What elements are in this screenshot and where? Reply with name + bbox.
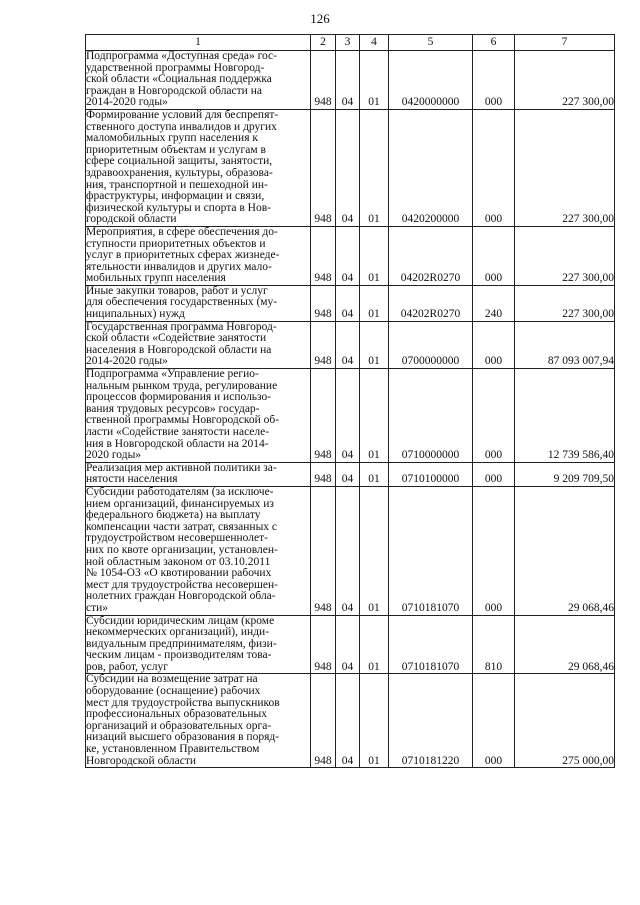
description-line: здравоохранения, культуры, образова- (86, 167, 273, 179)
description-line: ской области «Социальная поддержка (86, 74, 272, 86)
description-line: ке, установленном Правительством (86, 744, 260, 756)
description-line: Новгородской области (86, 755, 197, 767)
description-line: нятости населения (86, 474, 178, 486)
amount: 29 068,46 (515, 486, 615, 615)
description-line: физической культуры и спорта в Нов- (86, 202, 271, 214)
column-header: 2 (311, 35, 336, 51)
expense-type-code: 000 (473, 321, 515, 368)
description-line: Формирование условий для беспрепят- (86, 109, 279, 121)
table-row (86, 462, 615, 486)
description-line: Подпрограмма «Доступная среда» гос- (86, 51, 277, 62)
description-line: ния в Новгородской области на 2014- (86, 438, 269, 450)
ministry-code: 948 (311, 321, 336, 368)
row-description (86, 285, 311, 321)
description-line: низаций высшего образования в поряд- (86, 732, 280, 744)
subsection-code: 01 (360, 674, 389, 768)
row-description (86, 369, 311, 463)
target-article-code: 04202R0270 (389, 285, 473, 321)
section-code: 04 (336, 321, 360, 368)
table-row (86, 486, 615, 615)
description-line: услуг в приоритетных сферах жизнеде- (86, 250, 280, 262)
description-line: граждан в Новгородской области на (86, 85, 262, 97)
subsection-code: 01 (360, 462, 389, 486)
table-row (86, 226, 615, 285)
description-line: населения в Новгородской области на (86, 344, 272, 356)
ministry-code: 948 (311, 226, 336, 285)
description-line: ласти «Содействие занятости населе- (86, 427, 270, 438)
column-header: 4 (360, 35, 389, 51)
expense-type-code: 000 (473, 226, 515, 285)
description-line: некоммерческих организаций), инди- (86, 627, 270, 639)
description-line: ской области «Содействие занятости (86, 333, 267, 345)
description-line: мест для трудоустройства выпускников (86, 697, 280, 709)
row-description (86, 674, 311, 768)
target-article-code: 0420000000 (389, 51, 473, 110)
column-header: 6 (473, 35, 515, 51)
target-article-code: 0710100000 (389, 462, 473, 486)
target-article-code: 0420200000 (389, 109, 473, 226)
description-line: вания трудовых ресурсов» государ- (86, 403, 260, 415)
ministry-code: 948 (311, 109, 336, 226)
section-code: 04 (336, 615, 360, 674)
description-line: маломобильных групп населения к (86, 133, 258, 145)
column-header: 1 (86, 35, 311, 51)
table-row (86, 51, 615, 110)
row-description (86, 462, 311, 486)
row-description (86, 615, 311, 674)
amount: 12 739 586,40 (515, 369, 615, 463)
section-code: 04 (336, 109, 360, 226)
row-description (86, 51, 311, 110)
ministry-code: 948 (311, 51, 336, 110)
description-line: оборудование (оснащение) рабочих (86, 686, 261, 698)
ministry-code: 948 (311, 486, 336, 615)
target-article-code: 0710181070 (389, 486, 473, 615)
description-line: ния, транспортной и пешеходной ин- (86, 179, 268, 191)
target-article-code: 0710181220 (389, 674, 473, 768)
row-description (86, 321, 311, 368)
column-header: 5 (389, 35, 473, 51)
description-line: фраструктуры, информации и связи, (86, 191, 265, 203)
description-line: мобильных групп населения (86, 273, 226, 285)
subsection-code: 01 (360, 51, 389, 110)
amount: 275 000,00 (515, 674, 615, 768)
ministry-code: 948 (311, 369, 336, 463)
table-row (86, 109, 615, 226)
description-line: ственной программы Новгородской об- (86, 415, 280, 427)
description-line: ной областным законом от 03.10.2011 (86, 556, 271, 568)
budget-table (85, 34, 615, 768)
expense-type-code: 810 (473, 615, 515, 674)
section-code: 04 (336, 51, 360, 110)
expense-type-code: 240 (473, 285, 515, 321)
target-article-code: 0700000000 (389, 321, 473, 368)
ministry-code: 948 (311, 674, 336, 768)
expense-type-code: 000 (473, 109, 515, 226)
subsection-code: 01 (360, 109, 389, 226)
amount: 29 068,46 (515, 615, 615, 674)
expense-type-code: 000 (473, 462, 515, 486)
amount: 227 300,00 (515, 109, 615, 226)
expense-type-code: 000 (473, 369, 515, 463)
description-line: ственного доступа инвалидов и других (86, 121, 277, 133)
description-line: сфере социальной защиты, занятости, (86, 156, 273, 168)
subsection-code: 01 (360, 369, 389, 463)
section-code: 04 (336, 462, 360, 486)
expense-type-code: 000 (473, 486, 515, 615)
description-line: нолетних граждан Новгородской обла- (86, 591, 276, 603)
row-description (86, 226, 311, 285)
table-row (86, 321, 615, 368)
description-line: приоритетным объектам и услугам в (86, 144, 266, 156)
subsection-code: 01 (360, 486, 389, 615)
amount: 227 300,00 (515, 285, 615, 321)
ministry-code: 948 (311, 285, 336, 321)
amount: 227 300,00 (515, 51, 615, 110)
description-line: нием организаций, финансируемых из (86, 498, 274, 510)
description-line: Реализация мер активной политики за- (86, 462, 277, 474)
description-line: городской области (86, 214, 177, 226)
table-header-row (86, 35, 615, 51)
description-line: профессиональных образовательных (86, 709, 267, 721)
ministry-code: 948 (311, 615, 336, 674)
description-line: них по квоте организации, установлен- (86, 544, 278, 556)
table-row (86, 285, 615, 321)
description-line: видуальным предпринимателям, физи- (86, 638, 277, 650)
description-line: ниципальных) нужд (86, 309, 185, 321)
description-line: организаций и образовательных орга- (86, 720, 272, 732)
page-number: 126 (310, 11, 330, 26)
target-article-code: 0710000000 (389, 369, 473, 463)
description-line: ступности приоритетных объектов и (86, 238, 266, 250)
description-line: нальным рынком труда, регулирование (86, 380, 278, 392)
row-description (86, 109, 311, 226)
subsection-code: 01 (360, 615, 389, 674)
table-row (86, 615, 615, 674)
description-line: ческим лицам - производителям това- (86, 650, 272, 662)
amount: 87 093 007,94 (515, 321, 615, 368)
description-line: федерального бюджета) на выплату (86, 510, 261, 522)
description-line: ударственной программы Новгород- (86, 62, 265, 74)
description-line: Иные закупки товаров, работ и услуг (86, 285, 268, 297)
description-line: № 1054-ОЗ «О квотировании рабочих (86, 568, 272, 580)
description-line: процессов формирования и использо- (86, 392, 272, 404)
description-line: 2020 годы» (86, 450, 142, 462)
row-description (86, 486, 311, 615)
subsection-code: 01 (360, 321, 389, 368)
description-line: Субсидии юридическим лицам (кроме (86, 615, 275, 627)
expense-type-code: 000 (473, 51, 515, 110)
section-code: 04 (336, 285, 360, 321)
description-line: 2014-2020 годы» (86, 356, 168, 368)
table-row (86, 369, 615, 463)
table-row (86, 674, 615, 768)
ministry-code: 948 (311, 462, 336, 486)
section-code: 04 (336, 226, 360, 285)
expense-type-code: 000 (473, 674, 515, 768)
description-line: компенсации части затрат, связанных с (86, 521, 278, 533)
section-code: 04 (336, 674, 360, 768)
description-line: Субсидии на возмещение затрат на (86, 674, 258, 686)
description-line: ятельности инвалидов и других мало- (86, 261, 272, 273)
amount: 9 209 709,50 (515, 462, 615, 486)
description-line: Мероприятия, в сфере обеспечения до- (86, 226, 278, 238)
target-article-code: 0710181070 (389, 615, 473, 674)
section-code: 04 (336, 486, 360, 615)
amount: 227 300,00 (515, 226, 615, 285)
description-line: мест для трудоустройства несовершен- (86, 579, 279, 591)
description-line: Субсидии работодателям (за исключе- (86, 486, 274, 498)
description-line: 2014-2020 годы» (86, 97, 168, 109)
description-line: Подпрограмма «Управление регио- (86, 369, 259, 381)
subsection-code: 01 (360, 285, 389, 321)
section-code: 04 (336, 369, 360, 463)
target-article-code: 04202R0270 (389, 226, 473, 285)
column-header: 7 (515, 35, 615, 51)
description-line: сти» (86, 602, 109, 614)
description-line: для обеспечения государственных (му- (86, 297, 278, 309)
subsection-code: 01 (360, 226, 389, 285)
description-line: Государственная программа Новгород- (86, 321, 277, 333)
description-line: трудоустройством несовершеннолет- (86, 533, 268, 545)
column-header: 3 (336, 35, 360, 51)
description-line: ров, работ, услуг (86, 661, 168, 673)
